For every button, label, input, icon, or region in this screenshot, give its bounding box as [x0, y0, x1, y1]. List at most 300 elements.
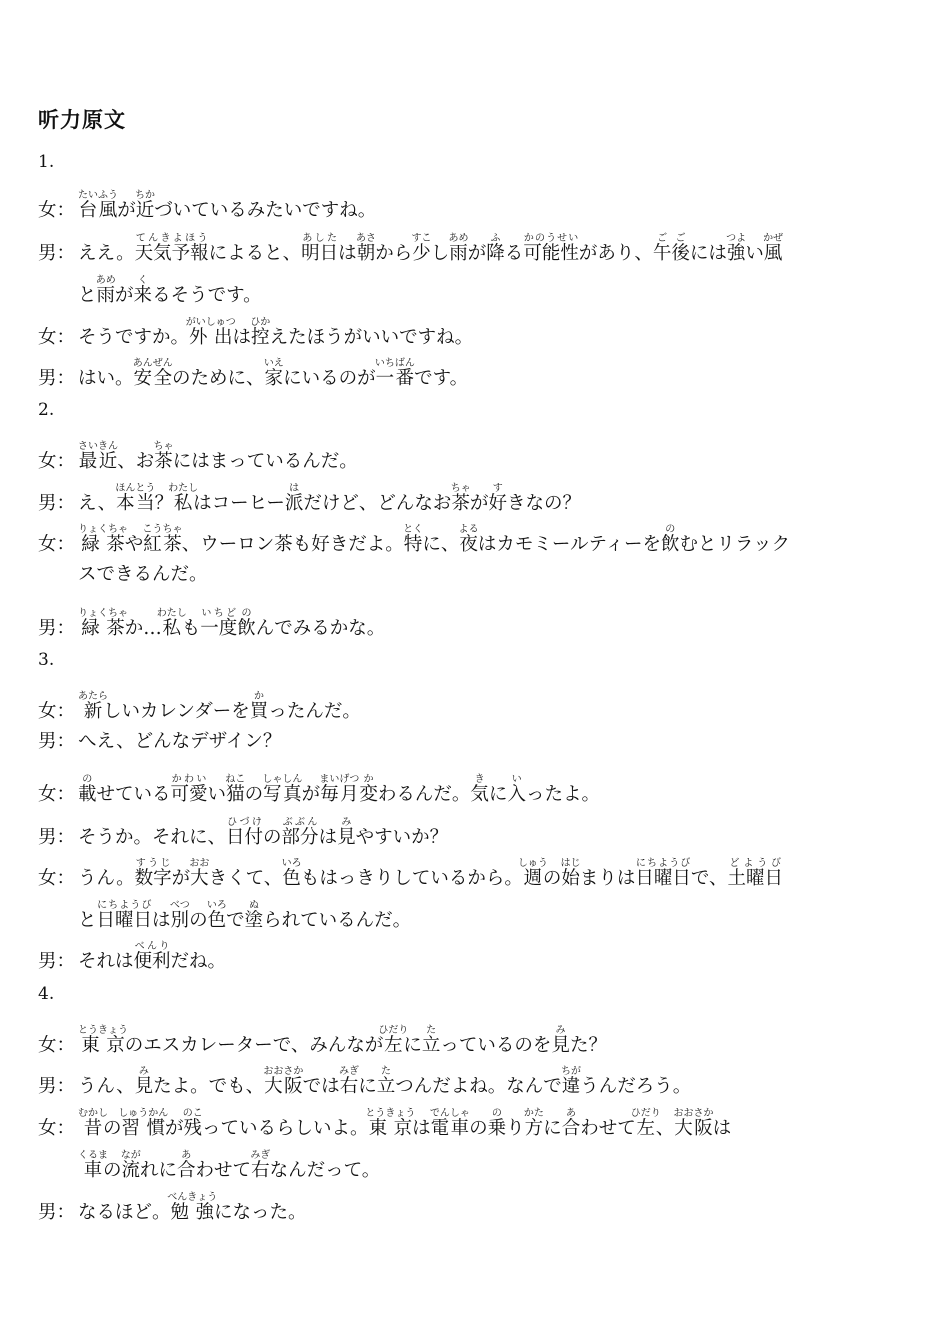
furigana: ちか: [135, 190, 156, 201]
furigana: あした: [301, 233, 339, 244]
kanji-text: 変: [359, 784, 378, 805]
kanji-text: 入: [507, 784, 526, 805]
furigana: とうきょう: [78, 1025, 128, 1036]
dialogue-text: に: [543, 1118, 562, 1139]
furigana: あんぜん: [132, 358, 173, 369]
dialogue-text: しいカレンダーを: [102, 701, 250, 722]
furigana: あさ: [355, 233, 376, 244]
dialogue-text: そうですか。: [78, 327, 190, 348]
dialogue-text: か…: [124, 618, 162, 639]
dialogue-text: が: [115, 285, 134, 306]
furigana: しゃしん: [262, 774, 303, 785]
furigana: こうちゃ: [142, 524, 183, 535]
kanji-text: 外出: [185, 327, 236, 348]
dialogue-text: の: [102, 1118, 122, 1139]
kanji-text: 可能性: [523, 243, 579, 264]
dialogue-text: そうか。それに、: [78, 827, 227, 848]
kanji-text: 緑茶: [78, 534, 128, 555]
ruby-word: [635, 858, 691, 889]
dialogue-text: では: [302, 1076, 340, 1097]
ruby-word: [133, 941, 171, 972]
dialogue-text: の: [542, 868, 562, 889]
ruby-word: [448, 233, 469, 264]
dialogue-text: が: [117, 200, 136, 221]
dialogue-text: つんだよね。なんで: [395, 1076, 562, 1097]
kanji-text: 合: [561, 1118, 581, 1139]
kanji-text: 違: [561, 1076, 581, 1097]
furigana: べんり: [133, 941, 171, 952]
ruby-word: [250, 317, 271, 348]
furigana: ちゃ: [450, 483, 471, 494]
dialogue-text: られているんだ。: [263, 910, 412, 931]
dialogue-text: と: [78, 285, 97, 306]
kanji-text: 一番: [374, 368, 415, 389]
dialogue-line: [38, 1192, 307, 1223]
speaker-label: 女：: [38, 1118, 76, 1139]
dialogue-text: が: [301, 784, 321, 805]
furigana: みぎ: [338, 1066, 359, 1077]
furigana: ごご: [652, 233, 690, 244]
ruby-word: [726, 233, 747, 264]
furigana: つよ: [726, 233, 747, 244]
kanji-text: 日曜日: [96, 910, 153, 931]
ruby-word: [488, 483, 507, 514]
speaker-label: 女：: [38, 1035, 76, 1056]
ruby-word: [523, 233, 579, 264]
ruby-word: [156, 608, 187, 639]
kanji-text: 方: [523, 1118, 544, 1139]
kanji-text: 午後: [652, 243, 690, 264]
ruby-word: [421, 1025, 441, 1056]
dialogue-text: が: [165, 1118, 184, 1139]
ruby-word: [429, 1108, 470, 1139]
dialogue-text: です。: [414, 368, 469, 389]
ruby-word: [237, 608, 256, 639]
ruby-word: [365, 1108, 416, 1139]
dialogue-text: は: [338, 243, 357, 264]
ruby-word: [95, 275, 116, 306]
furigana: ひづけ: [226, 817, 264, 828]
kanji-text: 始: [560, 868, 581, 889]
furigana: みぎ: [250, 1150, 271, 1161]
dialogue-text: に、: [422, 534, 460, 555]
dialogue-line: [38, 317, 473, 348]
ruby-word: [507, 774, 526, 805]
furigana: あ: [177, 1150, 196, 1161]
dialogue-text: づいているみたいですね。: [154, 200, 377, 221]
dialogue-text: の: [102, 1160, 122, 1181]
kanji-text: 少: [411, 243, 432, 264]
dialogue-text: になった。: [214, 1202, 307, 1223]
dialogue-text: は: [412, 1118, 431, 1139]
furigana: ねこ: [225, 774, 246, 785]
dialogue-text: の: [189, 910, 208, 931]
furigana: たいふう: [78, 190, 118, 201]
furigana: ぬ: [244, 900, 264, 911]
furigana: かのうせい: [523, 233, 579, 244]
dialogue-line: [38, 608, 385, 639]
kanji-text: 日付: [226, 827, 264, 848]
kanji-text: 家: [263, 368, 284, 389]
dialogue-text: うん。: [78, 868, 135, 889]
kanji-text: 色: [206, 910, 227, 931]
furigana: はじ: [560, 858, 581, 869]
ruby-word: [185, 317, 236, 348]
speaker-label: 男：: [38, 493, 76, 514]
ruby-word: [561, 1066, 582, 1097]
dialogue-text: っているのを: [440, 1035, 552, 1056]
kanji-text: 派: [284, 493, 304, 514]
ruby-word: [134, 1066, 154, 1097]
dialogue-text: はい。: [78, 368, 134, 389]
kanji-text: 私: [156, 618, 187, 639]
ruby-word: [133, 275, 153, 306]
ruby-word: [96, 900, 153, 931]
dialogue-text: と: [78, 910, 97, 931]
kanji-text: 部分: [281, 827, 319, 848]
kanji-text: 控: [250, 327, 271, 348]
furigana: りょくちゃ: [78, 608, 128, 619]
dialogue-line: [78, 900, 411, 931]
speaker-label: 男：: [38, 731, 76, 752]
speaker-label: 女：: [38, 701, 76, 722]
furigana: の: [487, 1108, 507, 1119]
dialogue-line: [78, 275, 262, 306]
kanji-text: 載: [78, 784, 97, 805]
ruby-word: [486, 233, 505, 264]
ruby-word: [355, 233, 376, 264]
ruby-word: [359, 774, 378, 805]
dialogue-text: 、: [655, 1118, 675, 1139]
dialogue-text: はカモミールティーを: [477, 534, 661, 555]
dialogue-text: が: [467, 243, 487, 264]
kanji-text: 週: [517, 868, 548, 889]
furigana: なが: [120, 1150, 141, 1161]
dialogue-text: んでみるかな。: [255, 618, 386, 639]
ruby-word: [487, 1108, 507, 1139]
speaker-label: 女：: [38, 200, 76, 221]
furigana: た: [376, 1066, 396, 1077]
dialogue-text: せている: [96, 784, 171, 805]
ruby-word: [263, 1066, 304, 1097]
furigana: か: [359, 774, 378, 785]
ruby-word: [153, 441, 174, 472]
furigana: す: [488, 483, 507, 494]
ruby-word: [135, 190, 156, 221]
furigana: いろ: [281, 858, 302, 869]
furigana: むかし: [78, 1108, 108, 1119]
ruby-word: [630, 1108, 661, 1139]
furigana: いろ: [206, 900, 227, 911]
furigana: ひか: [250, 317, 271, 328]
dialogue-text: れに: [140, 1160, 178, 1181]
dialogue-text: それは: [78, 951, 134, 972]
kanji-text: 習慣: [118, 1118, 169, 1139]
ruby-word: [374, 358, 415, 389]
furigana: ふ: [486, 233, 505, 244]
furigana: の: [661, 524, 680, 535]
dialogue-text: の: [469, 1118, 488, 1139]
furigana: とうきょう: [365, 1108, 416, 1119]
speaker-label: 男：: [38, 951, 76, 972]
dialogue-text: にいるのが: [283, 368, 376, 389]
ruby-word: [120, 1150, 141, 1181]
ruby-word: [169, 900, 190, 931]
kanji-text: 気: [470, 784, 489, 805]
kanji-text: 好: [488, 493, 507, 514]
furigana: くるま: [78, 1150, 108, 1161]
dialogue-text: は: [232, 327, 252, 348]
speaker-label: 女：: [38, 451, 76, 472]
dialogue-text: は: [152, 910, 171, 931]
dialogue-text: うん、: [78, 1076, 135, 1097]
ruby-word: [301, 233, 339, 264]
dialogue-text: なるほど。: [78, 1202, 171, 1223]
kanji-text: 立: [421, 1035, 441, 1056]
kanji-text: 塗: [244, 910, 264, 931]
kanji-text: 右: [338, 1076, 359, 1097]
ruby-word: [134, 858, 172, 889]
furigana: た: [421, 1025, 441, 1036]
dialogue-text: 、ウーロン茶も好きだよ。: [181, 534, 404, 555]
kanji-text: 乗: [487, 1118, 507, 1139]
furigana: おおさか: [263, 1066, 304, 1077]
ruby-word: [378, 1025, 409, 1056]
furigana: み: [551, 1025, 570, 1036]
kanji-text: 大: [189, 868, 210, 889]
dialogue-text: にはまっているんだ。: [172, 451, 358, 472]
dialogue-text: まりは: [579, 868, 636, 889]
kanji-text: 台風: [78, 200, 118, 221]
dialogue-text: から: [375, 243, 413, 264]
kanji-text: 猫: [225, 784, 246, 805]
ruby-word: [118, 1108, 169, 1139]
furigana: あ: [561, 1108, 581, 1119]
ruby-word: [78, 441, 118, 472]
furigana: ぶぶん: [281, 817, 319, 828]
page-title: 听力原文: [38, 108, 126, 132]
dialogue-text: に: [358, 1076, 377, 1097]
dialogue-text: り: [506, 1118, 525, 1139]
furigana: てんきよほう: [134, 233, 209, 244]
kanji-text: 残: [182, 1118, 203, 1139]
ruby-word: [250, 1150, 271, 1181]
ruby-word: [411, 233, 432, 264]
dialogue-line: [38, 774, 600, 805]
furigana: りょくちゃ: [78, 524, 128, 535]
ruby-word: [168, 483, 199, 514]
ruby-word: [338, 1066, 359, 1097]
kanji-text: 近: [135, 200, 156, 221]
ruby-word: [170, 774, 208, 805]
dialogue-text: は: [318, 827, 338, 848]
dialogue-text: ええ。: [78, 243, 135, 264]
furigana: いちど: [200, 608, 238, 619]
furigana: かわい: [170, 774, 208, 785]
ruby-word: [523, 1108, 544, 1139]
kanji-text: 雨: [95, 285, 116, 306]
kanji-text: 飲: [237, 618, 256, 639]
furigana: あたら: [78, 691, 108, 702]
question-number: 1.: [38, 152, 55, 172]
dialogue-text: はコーヒー: [193, 493, 285, 514]
dialogue-text: が: [171, 868, 191, 889]
dialogue-text: え、: [78, 493, 117, 514]
dialogue-text: たよ。でも、: [153, 1076, 265, 1097]
ruby-word: [226, 817, 264, 848]
ruby-word: [132, 358, 173, 389]
kanji-text: 降: [486, 243, 505, 264]
dialogue-text: で: [226, 910, 245, 931]
kanji-text: 勉強: [167, 1202, 218, 1223]
kanji-text: 最近: [78, 451, 118, 472]
kanji-text: 昔: [78, 1118, 108, 1139]
speaker-label: 男：: [38, 1202, 76, 1223]
furigana: いちばん: [374, 358, 415, 369]
dialogue-text: わせて: [580, 1118, 636, 1139]
dialogue-line: [38, 1108, 731, 1139]
ruby-word: [652, 233, 690, 264]
ruby-word: [458, 524, 479, 555]
dialogue-text: っているらしいよ。: [202, 1118, 369, 1139]
kanji-text: 茶: [450, 493, 471, 514]
kanji-text: 強: [726, 243, 747, 264]
kanji-text: 見: [337, 827, 356, 848]
kanji-text: 流: [120, 1160, 141, 1181]
ruby-word: [249, 691, 269, 722]
speaker-label: 女：: [38, 534, 76, 555]
ruby-word: [78, 524, 128, 555]
dialogue-line: [38, 233, 783, 264]
furigana: ちゃ: [153, 441, 174, 452]
speaker-label: 男：: [38, 827, 76, 848]
dialogue-text: の: [244, 784, 264, 805]
furigana: のこ: [182, 1108, 203, 1119]
furigana: あめ: [95, 275, 116, 286]
ruby-word: [78, 1025, 128, 1056]
dialogue-text: に: [488, 784, 508, 805]
ruby-word: [281, 817, 319, 848]
kanji-text: 大阪: [263, 1076, 304, 1097]
ruby-word: [244, 900, 264, 931]
dialogue-text: だね。: [170, 951, 227, 972]
dialogue-line: [38, 358, 468, 389]
kanji-text: 紅茶: [142, 534, 183, 555]
dialogue-text: きなの？: [506, 493, 581, 514]
furigana: にちようび: [96, 900, 153, 911]
furigana: わたし: [156, 608, 187, 619]
furigana: でんしゃ: [429, 1108, 470, 1119]
furigana: にちようび: [635, 858, 691, 869]
ruby-word: [78, 774, 97, 805]
furigana: おお: [189, 858, 210, 869]
ruby-word: [337, 817, 356, 848]
furigana: べつ: [169, 900, 190, 911]
kanji-text: 東京: [78, 1035, 128, 1056]
furigana: は: [284, 483, 304, 494]
furigana: しゅう: [517, 858, 548, 869]
dialogue-text: わせて: [195, 1160, 252, 1181]
ruby-word: [727, 858, 784, 889]
dialogue-text: うんだろう。: [580, 1076, 692, 1097]
dialogue-text: わるんだ。: [377, 784, 471, 805]
ruby-word: [263, 358, 284, 389]
ruby-word: [200, 608, 238, 639]
kanji-text: 大阪: [673, 1118, 714, 1139]
dialogue-text: によると、: [208, 243, 302, 264]
furigana: み: [337, 817, 356, 828]
furigana: の: [237, 608, 256, 619]
dialogue-line: [78, 566, 208, 585]
dialogue-line: [38, 1066, 691, 1097]
dialogue-text: へえ、どんなデザイン？: [78, 731, 282, 752]
dialogue-text: い: [745, 243, 764, 264]
ruby-word: [142, 524, 183, 555]
furigana: ほんとう: [115, 483, 156, 494]
kanji-text: 東京: [365, 1118, 416, 1139]
kanji-text: 便利: [133, 951, 171, 972]
furigana: の: [78, 774, 97, 785]
kanji-text: 新: [78, 701, 108, 722]
kanji-text: 朝: [355, 243, 376, 264]
kanji-text: 来: [133, 285, 153, 306]
kanji-text: 天気予報: [134, 243, 209, 264]
kanji-text: 特: [403, 534, 424, 555]
kanji-text: 見: [551, 1035, 570, 1056]
furigana: とく: [403, 524, 424, 535]
furigana: どようび: [727, 858, 784, 869]
dialogue-text: や: [124, 534, 144, 555]
dialogue-text: る: [504, 243, 524, 264]
kanji-text: 電車: [429, 1118, 470, 1139]
ruby-word: [262, 774, 303, 805]
dialogue-text: で、: [690, 868, 728, 889]
kanji-text: 茶: [153, 451, 174, 472]
ruby-word: [551, 1025, 570, 1056]
ruby-word: [182, 1108, 203, 1139]
kanji-text: 買: [249, 701, 269, 722]
furigana: い: [507, 774, 526, 785]
furigana: か: [249, 691, 269, 702]
kanji-text: 一度: [200, 618, 238, 639]
ruby-word: [177, 1150, 196, 1181]
kanji-text: 緑茶: [78, 618, 128, 639]
ruby-word: [78, 1150, 108, 1181]
ruby-word: [376, 1066, 396, 1097]
ruby-word: [225, 774, 246, 805]
dialogue-line: [78, 1150, 380, 1181]
dialogue-line: [38, 190, 376, 221]
furigana: く: [133, 275, 153, 286]
dialogue-text: のエスカレーターで、みんなが: [124, 1035, 384, 1056]
dialogue-text: のために、: [172, 368, 265, 389]
dialogue-line: [38, 1025, 607, 1056]
ruby-word: [115, 483, 156, 514]
furigana: すうじ: [134, 858, 172, 869]
furigana: ひだり: [630, 1108, 661, 1119]
dialogue-text: きくて、: [208, 868, 283, 889]
ruby-word: [319, 774, 360, 805]
kanji-text: 立: [376, 1076, 396, 1097]
kanji-text: 車: [78, 1160, 108, 1181]
dialogue-text: た？: [569, 1035, 607, 1056]
ruby-word: [78, 608, 128, 639]
ruby-word: [284, 483, 304, 514]
kanji-text: 雨: [448, 243, 469, 264]
kanji-text: 毎月: [319, 784, 360, 805]
kanji-text: 私: [168, 493, 199, 514]
furigana: しゅうかん: [118, 1108, 169, 1119]
